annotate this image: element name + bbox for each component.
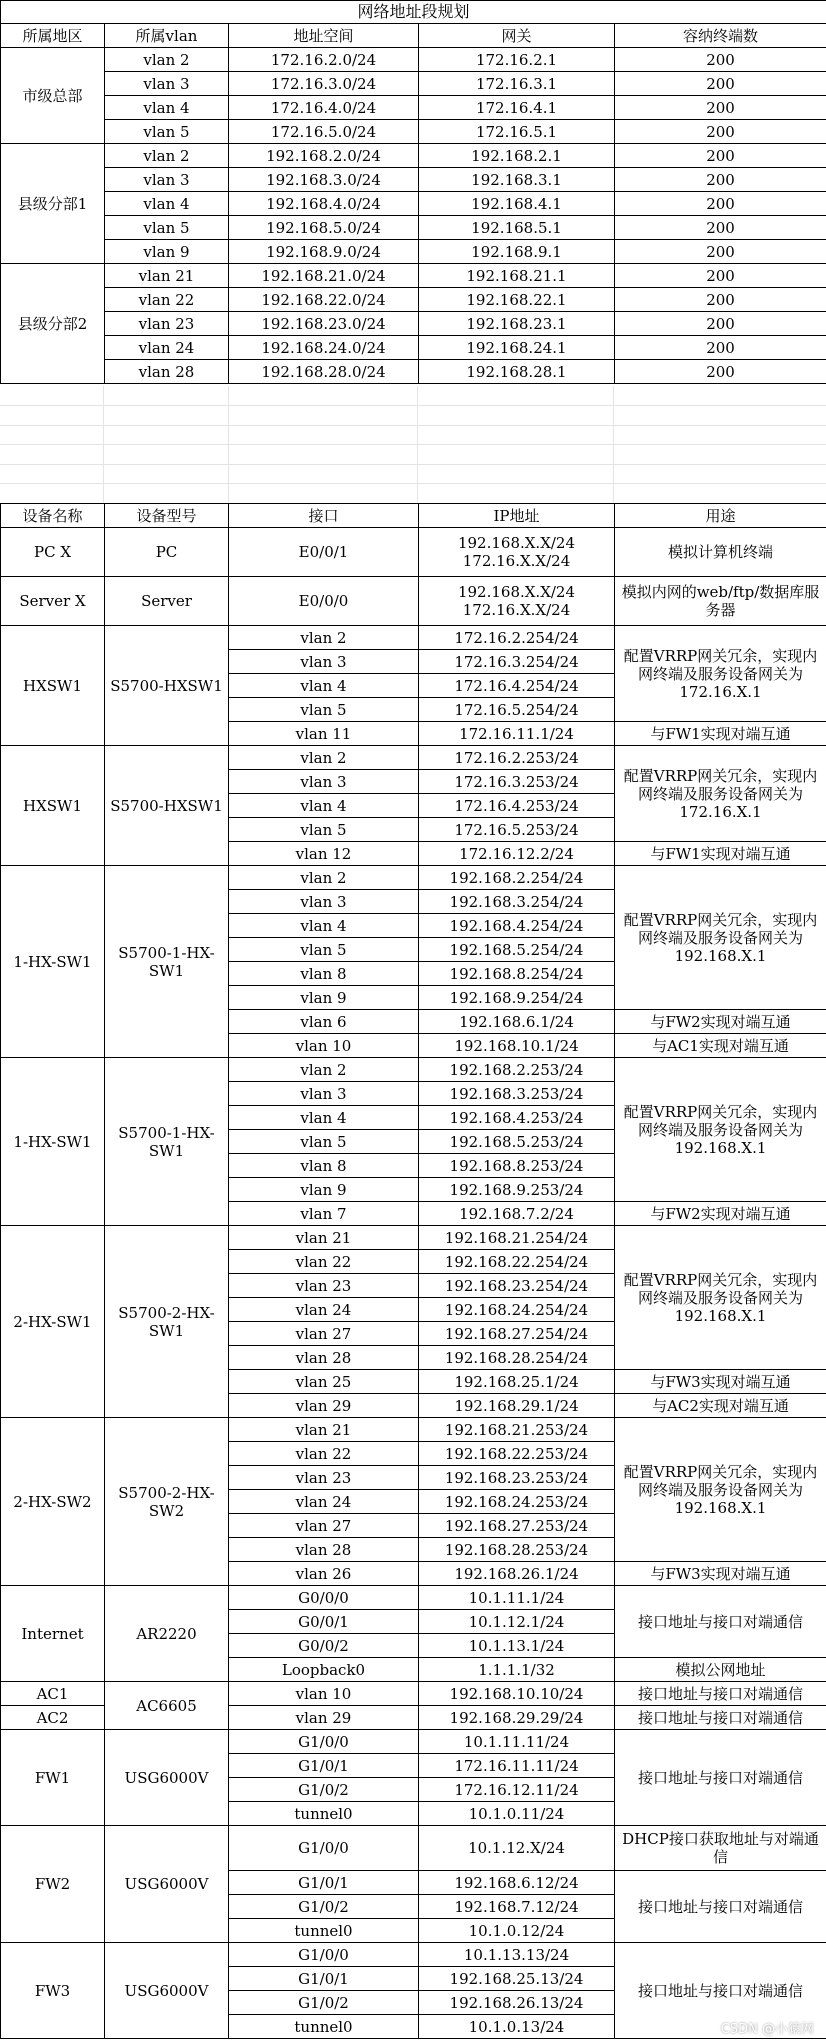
region-cell: 县级分部2 (1, 264, 105, 384)
interface-cell: G1/0/0 (229, 1943, 419, 1967)
ip-address-cell: 192.168.X.X/24 172.16.X.X/24 (419, 528, 615, 577)
gateway-cell: 192.168.4.1 (419, 192, 615, 216)
ip-address-cell: 172.16.3.253/24 (419, 770, 615, 794)
address-space-cell: 172.16.5.0/24 (229, 120, 419, 144)
interface-cell: vlan 29 (229, 1394, 419, 1418)
ip-address-cell: 192.168.5.253/24 (419, 1130, 615, 1154)
interface-cell: vlan 4 (229, 674, 419, 698)
interface-cell: vlan 12 (229, 842, 419, 866)
interface-cell: G1/0/2 (229, 1895, 419, 1919)
device-header-row (1, 504, 826, 528)
capacity-cell: 200 (615, 264, 826, 288)
purpose-cell: 接口地址与接口对端通信 (615, 1682, 826, 1706)
vlan-cell: vlan 24 (105, 336, 229, 360)
table-row (1, 312, 826, 336)
interface-cell: vlan 5 (229, 938, 419, 962)
ip-address-cell: 192.168.23.253/24 (419, 1466, 615, 1490)
ip-address-cell: 10.1.0.11/24 (419, 1802, 615, 1826)
interface-cell: G1/0/0 (229, 1730, 419, 1754)
vlan-cell: vlan 28 (105, 360, 229, 384)
table-row (1, 120, 826, 144)
interface-cell: vlan 22 (229, 1442, 419, 1466)
header-interface: 接口 (229, 504, 419, 528)
vlan-cell: vlan 5 (105, 216, 229, 240)
ip-address-cell: 192.168.3.253/24 (419, 1082, 615, 1106)
gateway-cell: 172.16.3.1 (419, 72, 615, 96)
purpose-cell: 与FW3实现对端互通 (615, 1562, 826, 1586)
ip-address-cell: 192.168.22.253/24 (419, 1442, 615, 1466)
device-model-cell: S5700-2-HX-SW2 (105, 1418, 229, 1586)
purpose-cell: 接口地址与接口对端通信 (615, 1586, 826, 1658)
ip-address-cell: 192.168.2.253/24 (419, 1058, 615, 1082)
interface-cell: vlan 28 (229, 1346, 419, 1370)
ip-address-cell: 1.1.1.1/32 (419, 1658, 615, 1682)
device-model-cell: S5700-1-HX-SW1 (105, 866, 229, 1058)
interface-cell: G1/0/1 (229, 1754, 419, 1778)
ip-address-cell: 10.1.0.13/24 (419, 2015, 615, 2039)
header-address-space: 地址空间 (229, 24, 419, 48)
gateway-cell: 192.168.9.1 (419, 240, 615, 264)
table-row (1, 1682, 826, 1706)
interface-cell: vlan 9 (229, 1178, 419, 1202)
purpose-cell: 配置VRRP网关冗余，实现内网终端及服务设备网关为192.168.X.1 (615, 1058, 826, 1202)
device-name-cell: PC X (1, 528, 105, 577)
table-row (1, 1826, 826, 1871)
interface-cell: vlan 27 (229, 1514, 419, 1538)
ip-address-cell: 192.168.10.10/24 (419, 1682, 615, 1706)
vlan-cell: vlan 9 (105, 240, 229, 264)
device-name-cell: 1-HX-SW1 (1, 1058, 105, 1226)
address-space-cell: 172.16.4.0/24 (229, 96, 419, 120)
purpose-cell: 接口地址与接口对端通信 (615, 1943, 826, 2039)
purpose-cell: DHCP接口获取地址与对端通信 (615, 1826, 826, 1871)
device-model-cell: PC (105, 528, 229, 577)
capacity-cell: 200 (615, 312, 826, 336)
table-row (1, 866, 826, 890)
interface-cell: vlan 9 (229, 986, 419, 1010)
interface-cell: vlan 10 (229, 1682, 419, 1706)
table-row (1, 577, 826, 626)
gateway-cell: 172.16.5.1 (419, 120, 615, 144)
ip-address-cell: 192.168.8.253/24 (419, 1154, 615, 1178)
interface-cell: vlan 4 (229, 1106, 419, 1130)
interface-cell: vlan 4 (229, 794, 419, 818)
device-model-cell: Server (105, 577, 229, 626)
device-model-cell: S5700-HXSW1 (105, 626, 229, 746)
table-row (1, 144, 826, 168)
watermark: CSDN @小猿网 (720, 2022, 814, 2037)
purpose-cell: 与FW2实现对端互通 (615, 1010, 826, 1034)
ip-address-cell: 10.1.13.13/24 (419, 1943, 615, 1967)
device-model-cell: USG6000V (105, 1730, 229, 1826)
capacity-cell: 200 (615, 360, 826, 384)
address-space-cell: 192.168.5.0/24 (229, 216, 419, 240)
capacity-cell: 200 (615, 48, 826, 72)
address-space-cell: 192.168.23.0/24 (229, 312, 419, 336)
ip-address-cell: 192.168.10.1/24 (419, 1034, 615, 1058)
device-name-cell: AC2 (1, 1706, 105, 1730)
table-row (1, 1943, 826, 1967)
interface-cell: vlan 24 (229, 1490, 419, 1514)
header-purpose: 用途 (615, 504, 826, 528)
ip-address-cell: 172.16.3.254/24 (419, 650, 615, 674)
interface-cell: G1/0/1 (229, 1871, 419, 1895)
region-cell: 县级分部1 (1, 144, 105, 264)
address-plan-table (0, 0, 826, 384)
gateway-cell: 172.16.4.1 (419, 96, 615, 120)
ip-address-cell: 172.16.12.2/24 (419, 842, 615, 866)
gateway-cell: 192.168.22.1 (419, 288, 615, 312)
table-row (1, 1418, 826, 1442)
device-name-cell: Internet (1, 1586, 105, 1682)
interface-cell: G0/0/1 (229, 1610, 419, 1634)
ip-address-cell: 192.168.2.254/24 (419, 866, 615, 890)
address-plan-header-row (1, 24, 826, 48)
interface-cell: vlan 11 (229, 722, 419, 746)
interface-cell: G0/0/0 (229, 1586, 419, 1610)
interface-cell: G1/0/0 (229, 1826, 419, 1871)
device-name-cell: FW1 (1, 1730, 105, 1826)
vlan-cell: vlan 3 (105, 72, 229, 96)
purpose-cell: 配置VRRP网关冗余，实现内网终端及服务设备网关为172.16.X.1 (615, 746, 826, 842)
ip-address-cell: 192.168.24.253/24 (419, 1490, 615, 1514)
purpose-cell: 模拟公网地址 (615, 1658, 826, 1682)
device-name-cell: FW3 (1, 1943, 105, 2039)
purpose-cell: 接口地址与接口对端通信 (615, 1706, 826, 1730)
ip-address-cell: 172.16.11.11/24 (419, 1754, 615, 1778)
ip-address-cell: 172.16.5.254/24 (419, 698, 615, 722)
gateway-cell: 192.168.23.1 (419, 312, 615, 336)
purpose-cell: 与FW3实现对端互通 (615, 1370, 826, 1394)
device-model-cell: AC6605 (105, 1682, 229, 1730)
table-row (1, 288, 826, 312)
purpose-cell: 与FW1实现对端互通 (615, 842, 826, 866)
device-model-cell: USG6000V (105, 1943, 229, 2039)
device-name-cell: Server X (1, 577, 105, 626)
ip-address-cell: 192.168.25.13/24 (419, 1967, 615, 1991)
interface-cell: vlan 6 (229, 1010, 419, 1034)
capacity-cell: 200 (615, 240, 826, 264)
address-space-cell: 192.168.24.0/24 (229, 336, 419, 360)
interface-cell: vlan 2 (229, 866, 419, 890)
interface-cell: G0/0/2 (229, 1634, 419, 1658)
ip-address-cell: 192.168.26.13/24 (419, 1991, 615, 2015)
interface-cell: vlan 2 (229, 626, 419, 650)
interface-cell: vlan 3 (229, 770, 419, 794)
ip-address-cell: 192.168.29.1/24 (419, 1394, 615, 1418)
capacity-cell: 200 (615, 168, 826, 192)
purpose-cell: 模拟内网的web/ftp/数据库服务器 (615, 577, 826, 626)
capacity-cell: 200 (615, 192, 826, 216)
interface-cell: vlan 3 (229, 650, 419, 674)
ip-address-cell: 192.168.23.254/24 (419, 1274, 615, 1298)
device-name-cell: AC1 (1, 1682, 105, 1706)
gateway-cell: 192.168.28.1 (419, 360, 615, 384)
address-space-cell: 172.16.2.0/24 (229, 48, 419, 72)
vlan-cell: vlan 2 (105, 48, 229, 72)
purpose-cell: 与FW2实现对端互通 (615, 1202, 826, 1226)
interface-cell: E0/0/1 (229, 528, 419, 577)
device-name-cell: HXSW1 (1, 746, 105, 866)
interface-cell: E0/0/0 (229, 577, 419, 626)
table-row (1, 72, 826, 96)
interface-cell: vlan 5 (229, 1130, 419, 1154)
vlan-cell: vlan 4 (105, 96, 229, 120)
table-row (1, 240, 826, 264)
capacity-cell: 200 (615, 216, 826, 240)
device-model-cell: S5700-2-HX-SW1 (105, 1226, 229, 1418)
ip-address-cell: 192.168.28.254/24 (419, 1346, 615, 1370)
device-model-cell: S5700-HXSW1 (105, 746, 229, 866)
ip-address-cell: 172.16.5.253/24 (419, 818, 615, 842)
device-name-cell: 1-HX-SW1 (1, 866, 105, 1058)
interface-cell: vlan 7 (229, 1202, 419, 1226)
interface-cell: vlan 2 (229, 746, 419, 770)
purpose-cell: 与AC1实现对端互通 (615, 1034, 826, 1058)
ip-address-cell: 192.168.22.254/24 (419, 1250, 615, 1274)
interface-cell: vlan 4 (229, 914, 419, 938)
interface-cell: vlan 29 (229, 1706, 419, 1730)
table-row (1, 1730, 826, 1754)
interface-cell: G1/0/2 (229, 1778, 419, 1802)
table-row (1, 336, 826, 360)
header-capacity: 容纳终端数 (615, 24, 826, 48)
interface-cell: vlan 25 (229, 1370, 419, 1394)
ip-address-cell: 172.16.2.254/24 (419, 626, 615, 650)
interface-cell: vlan 3 (229, 890, 419, 914)
ip-address-cell: 172.16.11.1/24 (419, 722, 615, 746)
ip-address-cell: 192.168.28.253/24 (419, 1538, 615, 1562)
device-name-cell: 2-HX-SW1 (1, 1226, 105, 1418)
address-space-cell: 172.16.3.0/24 (229, 72, 419, 96)
ip-address-cell: 192.168.27.253/24 (419, 1514, 615, 1538)
ip-address-cell: 192.168.25.1/24 (419, 1370, 615, 1394)
ip-address-cell: 192.168.8.254/24 (419, 962, 615, 986)
table-row (1, 168, 826, 192)
capacity-cell: 200 (615, 96, 826, 120)
table-row (1, 216, 826, 240)
interface-cell: G1/0/2 (229, 1991, 419, 2015)
interface-cell: vlan 27 (229, 1322, 419, 1346)
device-model-cell: AR2220 (105, 1586, 229, 1682)
table-row (1, 746, 826, 770)
gateway-cell: 192.168.2.1 (419, 144, 615, 168)
ip-address-cell: 192.168.3.254/24 (419, 890, 615, 914)
table-row (1, 48, 826, 72)
region-cell: 市级总部 (1, 48, 105, 144)
purpose-cell: 接口地址与接口对端通信 (615, 1871, 826, 1943)
device-model-cell: S5700-1-HX-SW1 (105, 1058, 229, 1226)
device-name-cell: FW2 (1, 1826, 105, 1943)
interface-cell: vlan 23 (229, 1466, 419, 1490)
purpose-cell: 配置VRRP网关冗余，实现内网终端及服务设备网关为192.168.X.1 (615, 866, 826, 1010)
address-space-cell: 192.168.3.0/24 (229, 168, 419, 192)
header-device-name: 设备名称 (1, 504, 105, 528)
vlan-cell: vlan 3 (105, 168, 229, 192)
address-space-cell: 192.168.22.0/24 (229, 288, 419, 312)
gateway-cell: 192.168.24.1 (419, 336, 615, 360)
ip-address-cell: 10.1.12.1/24 (419, 1610, 615, 1634)
interface-cell: vlan 10 (229, 1034, 419, 1058)
ip-address-cell: 10.1.0.12/24 (419, 1919, 615, 1943)
ip-address-cell: 10.1.11.1/24 (419, 1586, 615, 1610)
table-row (1, 1058, 826, 1082)
header-gateway: 网关 (419, 24, 615, 48)
capacity-cell: 200 (615, 120, 826, 144)
header-region: 所属地区 (1, 24, 105, 48)
interface-cell: G1/0/1 (229, 1967, 419, 1991)
vlan-cell: vlan 4 (105, 192, 229, 216)
purpose-cell: 配置VRRP网关冗余，实现内网终端及服务设备网关为172.16.X.1 (615, 626, 826, 722)
ip-address-cell: 172.16.4.253/24 (419, 794, 615, 818)
interface-cell: vlan 22 (229, 1250, 419, 1274)
ip-address-cell: 192.168.6.1/24 (419, 1010, 615, 1034)
ip-address-cell: 10.1.12.X/24 (419, 1826, 615, 1871)
ip-address-cell: 192.168.29.29/24 (419, 1706, 615, 1730)
interface-cell: tunnel0 (229, 2015, 419, 2039)
address-space-cell: 192.168.28.0/24 (229, 360, 419, 384)
address-space-cell: 192.168.4.0/24 (229, 192, 419, 216)
gateway-cell: 192.168.21.1 (419, 264, 615, 288)
ip-address-cell: 192.168.26.1/24 (419, 1562, 615, 1586)
purpose-cell: 接口地址与接口对端通信 (615, 1730, 826, 1826)
ip-address-cell: 172.16.2.253/24 (419, 746, 615, 770)
vlan-cell: vlan 2 (105, 144, 229, 168)
device-interface-table (0, 503, 826, 2039)
ip-address-cell: 172.16.12.11/24 (419, 1778, 615, 1802)
ip-address-cell: 192.168.9.253/24 (419, 1178, 615, 1202)
interface-cell: Loopback0 (229, 1658, 419, 1682)
ip-address-cell: 192.168.9.254/24 (419, 986, 615, 1010)
ip-address-cell: 192.168.6.12/24 (419, 1871, 615, 1895)
interface-cell: vlan 21 (229, 1418, 419, 1442)
gateway-cell: 192.168.5.1 (419, 216, 615, 240)
table-row (1, 626, 826, 650)
interface-cell: vlan 3 (229, 1082, 419, 1106)
address-space-cell: 192.168.9.0/24 (229, 240, 419, 264)
gateway-cell: 172.16.2.1 (419, 48, 615, 72)
table-row (1, 360, 826, 384)
purpose-cell: 与FW1实现对端互通 (615, 722, 826, 746)
ip-address-cell: 10.1.13.1/24 (419, 1634, 615, 1658)
ip-address-cell: 192.168.7.12/24 (419, 1895, 615, 1919)
ip-address-cell: 192.168.24.254/24 (419, 1298, 615, 1322)
ip-address-cell: 192.168.X.X/24 172.16.X.X/24 (419, 577, 615, 626)
device-model-cell: USG6000V (105, 1826, 229, 1943)
vlan-cell: vlan 5 (105, 120, 229, 144)
capacity-cell: 200 (615, 288, 826, 312)
device-name-cell: HXSW1 (1, 626, 105, 746)
ip-address-cell: 192.168.4.253/24 (419, 1106, 615, 1130)
interface-cell: tunnel0 (229, 1802, 419, 1826)
ip-address-cell: 192.168.4.254/24 (419, 914, 615, 938)
interface-cell: vlan 8 (229, 962, 419, 986)
ip-address-cell: 192.168.7.2/24 (419, 1202, 615, 1226)
gateway-cell: 192.168.3.1 (419, 168, 615, 192)
interface-cell: vlan 28 (229, 1538, 419, 1562)
ip-address-cell: 192.168.27.254/24 (419, 1322, 615, 1346)
interface-cell: vlan 8 (229, 1154, 419, 1178)
header-device-model: 设备型号 (105, 504, 229, 528)
table-row (1, 96, 826, 120)
purpose-cell: 配置VRRP网关冗余，实现内网终端及服务设备网关为192.168.X.1 (615, 1226, 826, 1370)
purpose-cell: 模拟计算机终端 (615, 528, 826, 577)
ip-address-cell: 192.168.21.254/24 (419, 1226, 615, 1250)
ip-address-cell: 192.168.5.254/24 (419, 938, 615, 962)
table-row (1, 192, 826, 216)
interface-cell: vlan 23 (229, 1274, 419, 1298)
ip-address-cell: 10.1.11.11/24 (419, 1730, 615, 1754)
ip-address-cell: 192.168.21.253/24 (419, 1418, 615, 1442)
purpose-cell: 与AC2实现对端互通 (615, 1394, 826, 1418)
capacity-cell: 200 (615, 144, 826, 168)
interface-cell: vlan 21 (229, 1226, 419, 1250)
address-space-cell: 192.168.2.0/24 (229, 144, 419, 168)
device-name-cell: 2-HX-SW2 (1, 1418, 105, 1586)
interface-cell: vlan 2 (229, 1058, 419, 1082)
vlan-cell: vlan 21 (105, 264, 229, 288)
address-space-cell: 192.168.21.0/24 (229, 264, 419, 288)
ip-address-cell: 172.16.4.254/24 (419, 674, 615, 698)
vlan-cell: vlan 23 (105, 312, 229, 336)
vlan-cell: vlan 22 (105, 288, 229, 312)
capacity-cell: 200 (615, 72, 826, 96)
interface-cell: vlan 5 (229, 698, 419, 722)
table-row (1, 264, 826, 288)
interface-cell: vlan 5 (229, 818, 419, 842)
header-vlan: 所属vlan (105, 24, 229, 48)
interface-cell: vlan 26 (229, 1562, 419, 1586)
table-row (1, 1226, 826, 1250)
interface-cell: tunnel0 (229, 1919, 419, 1943)
capacity-cell: 200 (615, 336, 826, 360)
address-plan-title: 网络地址段规划 (1, 1, 826, 24)
table-row (1, 528, 826, 577)
table-row (1, 1586, 826, 1610)
purpose-cell: 配置VRRP网关冗余，实现内网终端及服务设备网关为192.168.X.1 (615, 1418, 826, 1562)
header-ip-address: IP地址 (419, 504, 615, 528)
interface-cell: vlan 24 (229, 1298, 419, 1322)
